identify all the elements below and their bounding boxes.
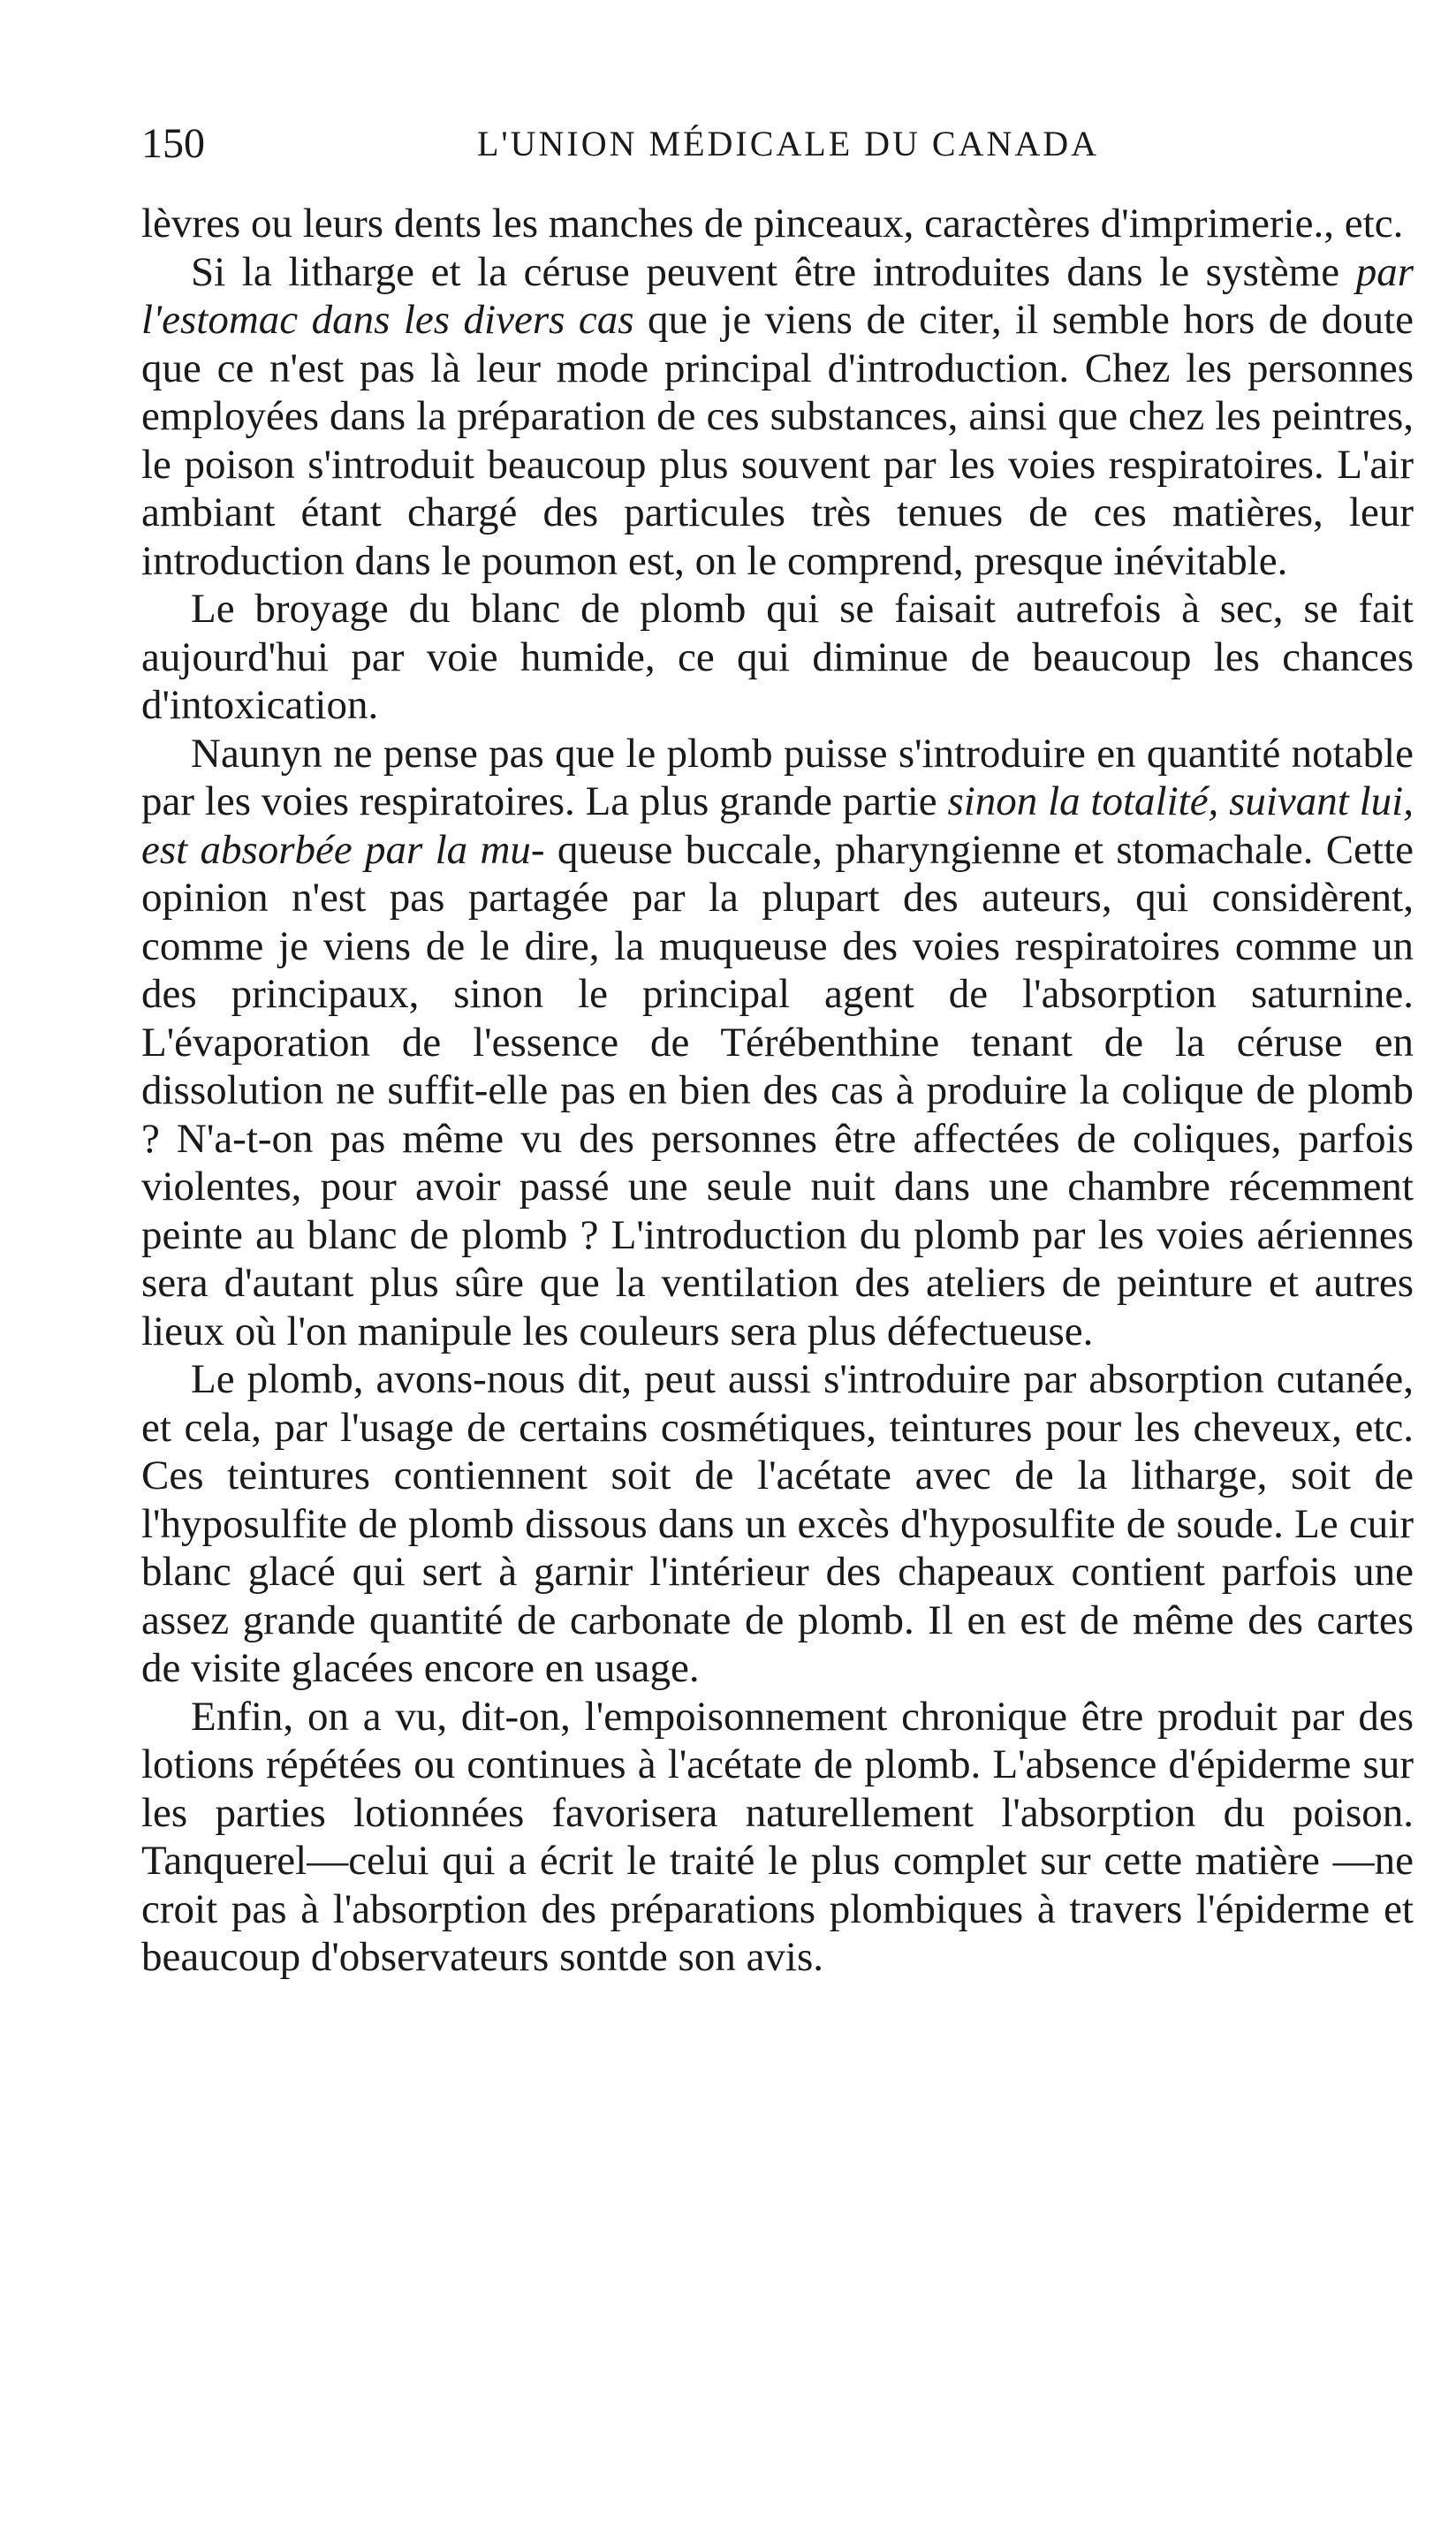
running-head: L'UNION MÉDICALE DU CANADA bbox=[477, 124, 1100, 163]
text-run: Naunyn ne pense pas que le plomb puisse s'introduire en quantité notable par les voies respiratoires. La plus grande partie bbox=[141, 730, 1414, 824]
text-run: queuse buccale, pharyngienne et stomachale. Cette opinion n'est pas partagée par la plupart des auteurs, qui considèrent, comme je viens de le dire, la muqueuse des voies respiratoires comme un des principaux, sinon le principal agent de l'absorption saturnine. L'évaporation de l'essence de Térébenthine tenant de la céruse en dissolution ne suffit-elle pas en bien des cas à produire la colique de plomb ? N'a-t-on pas même vu des personnes être affectées de coliques, parfois violentes, pour avoir passé une seule nuit dans une chambre récemment peinte au blanc de plomb ? L'introduction du plomb par les voies aériennes sera d'autant plus sûre que la ventilation des ateliers de peinture et autres lieux où l'on manipule les couleurs sera plus défectueuse. bbox=[141, 826, 1414, 1354]
paragraph-lotions bbox=[141, 1693, 1414, 1982]
paragraph-litharge-ceruse bbox=[141, 248, 1414, 586]
text-run: lèvres ou leurs dents les manches de pinceaux, caractères d'imprimerie., etc. bbox=[141, 201, 1404, 247]
paragraph-absorption-cutanee bbox=[141, 1355, 1414, 1693]
paragraph-continuation bbox=[141, 200, 1414, 248]
italic-text: par l'estomac dans les divers cas bbox=[141, 248, 1414, 343]
text-run: que je viens de citer, il semble hors de doute que ce n'est pas là leur mode principal d'introduction. Chez les personnes employées dans la préparation de ces substances, ainsi que chez les peintres, le poison s'introduit beaucoup plus souvent par les voies respiratoires. L'air ambiant étant chargé des particules très tenues de ces matières, leur introduction dans le poumon est, on le comprend, presque inévitable. bbox=[141, 297, 1414, 584]
paragraph-naunyn bbox=[141, 730, 1414, 1356]
body-text bbox=[141, 200, 1414, 1982]
text-run: Le broyage du blanc de plomb qui se faisait autrefois à sec, se fait aujourd'hui par voie humide, ce qui diminue de beaucoup les chances d'intoxication. bbox=[141, 586, 1414, 728]
text-run: Le plomb, avons-nous dit, peut aussi s'introduire par absorption cutanée, et cela, par l'usage de certains cosmétiques, teintures pour les cheveux, etc. Ces teintures contiennent soit de l'acétate avec de la litharge, soit de l'hyposulfite de plomb dissous dans un excès d'hyposulfite de soude. Le cuir blanc glacé qui sert à garnir l'intérieur des chapeaux contient parfois une assez grande quantité de carbonate de plomb. Il en est de même des cartes de visite glacées encore en usage. bbox=[141, 1356, 1414, 1691]
italic-text: sinon la totalité, suivant lui, est absorbée par la mu- bbox=[141, 778, 1414, 873]
paragraph-broyage bbox=[141, 585, 1414, 730]
page-number: 150 bbox=[141, 120, 205, 167]
page-header bbox=[141, 113, 1414, 175]
text-run: Enfin, on a vu, dit-on, l'empoisonnement chronique être produit par des lotions répétées ou continues à l'acétate de plomb. L'absence d'épiderme sur les parties lotionnées favorisera naturellement l'absorption du poison. Tanquerel—celui qui a écrit le traité le plus complet sur cette matière —ne croit pas à l'absorption des préparations plombiques à travers l'épiderme et beaucoup d'observateurs sontde son avis. bbox=[141, 1693, 1414, 1980]
text-run: Si la litharge et la céruse peuvent être introduites dans le système bbox=[191, 248, 1356, 295]
